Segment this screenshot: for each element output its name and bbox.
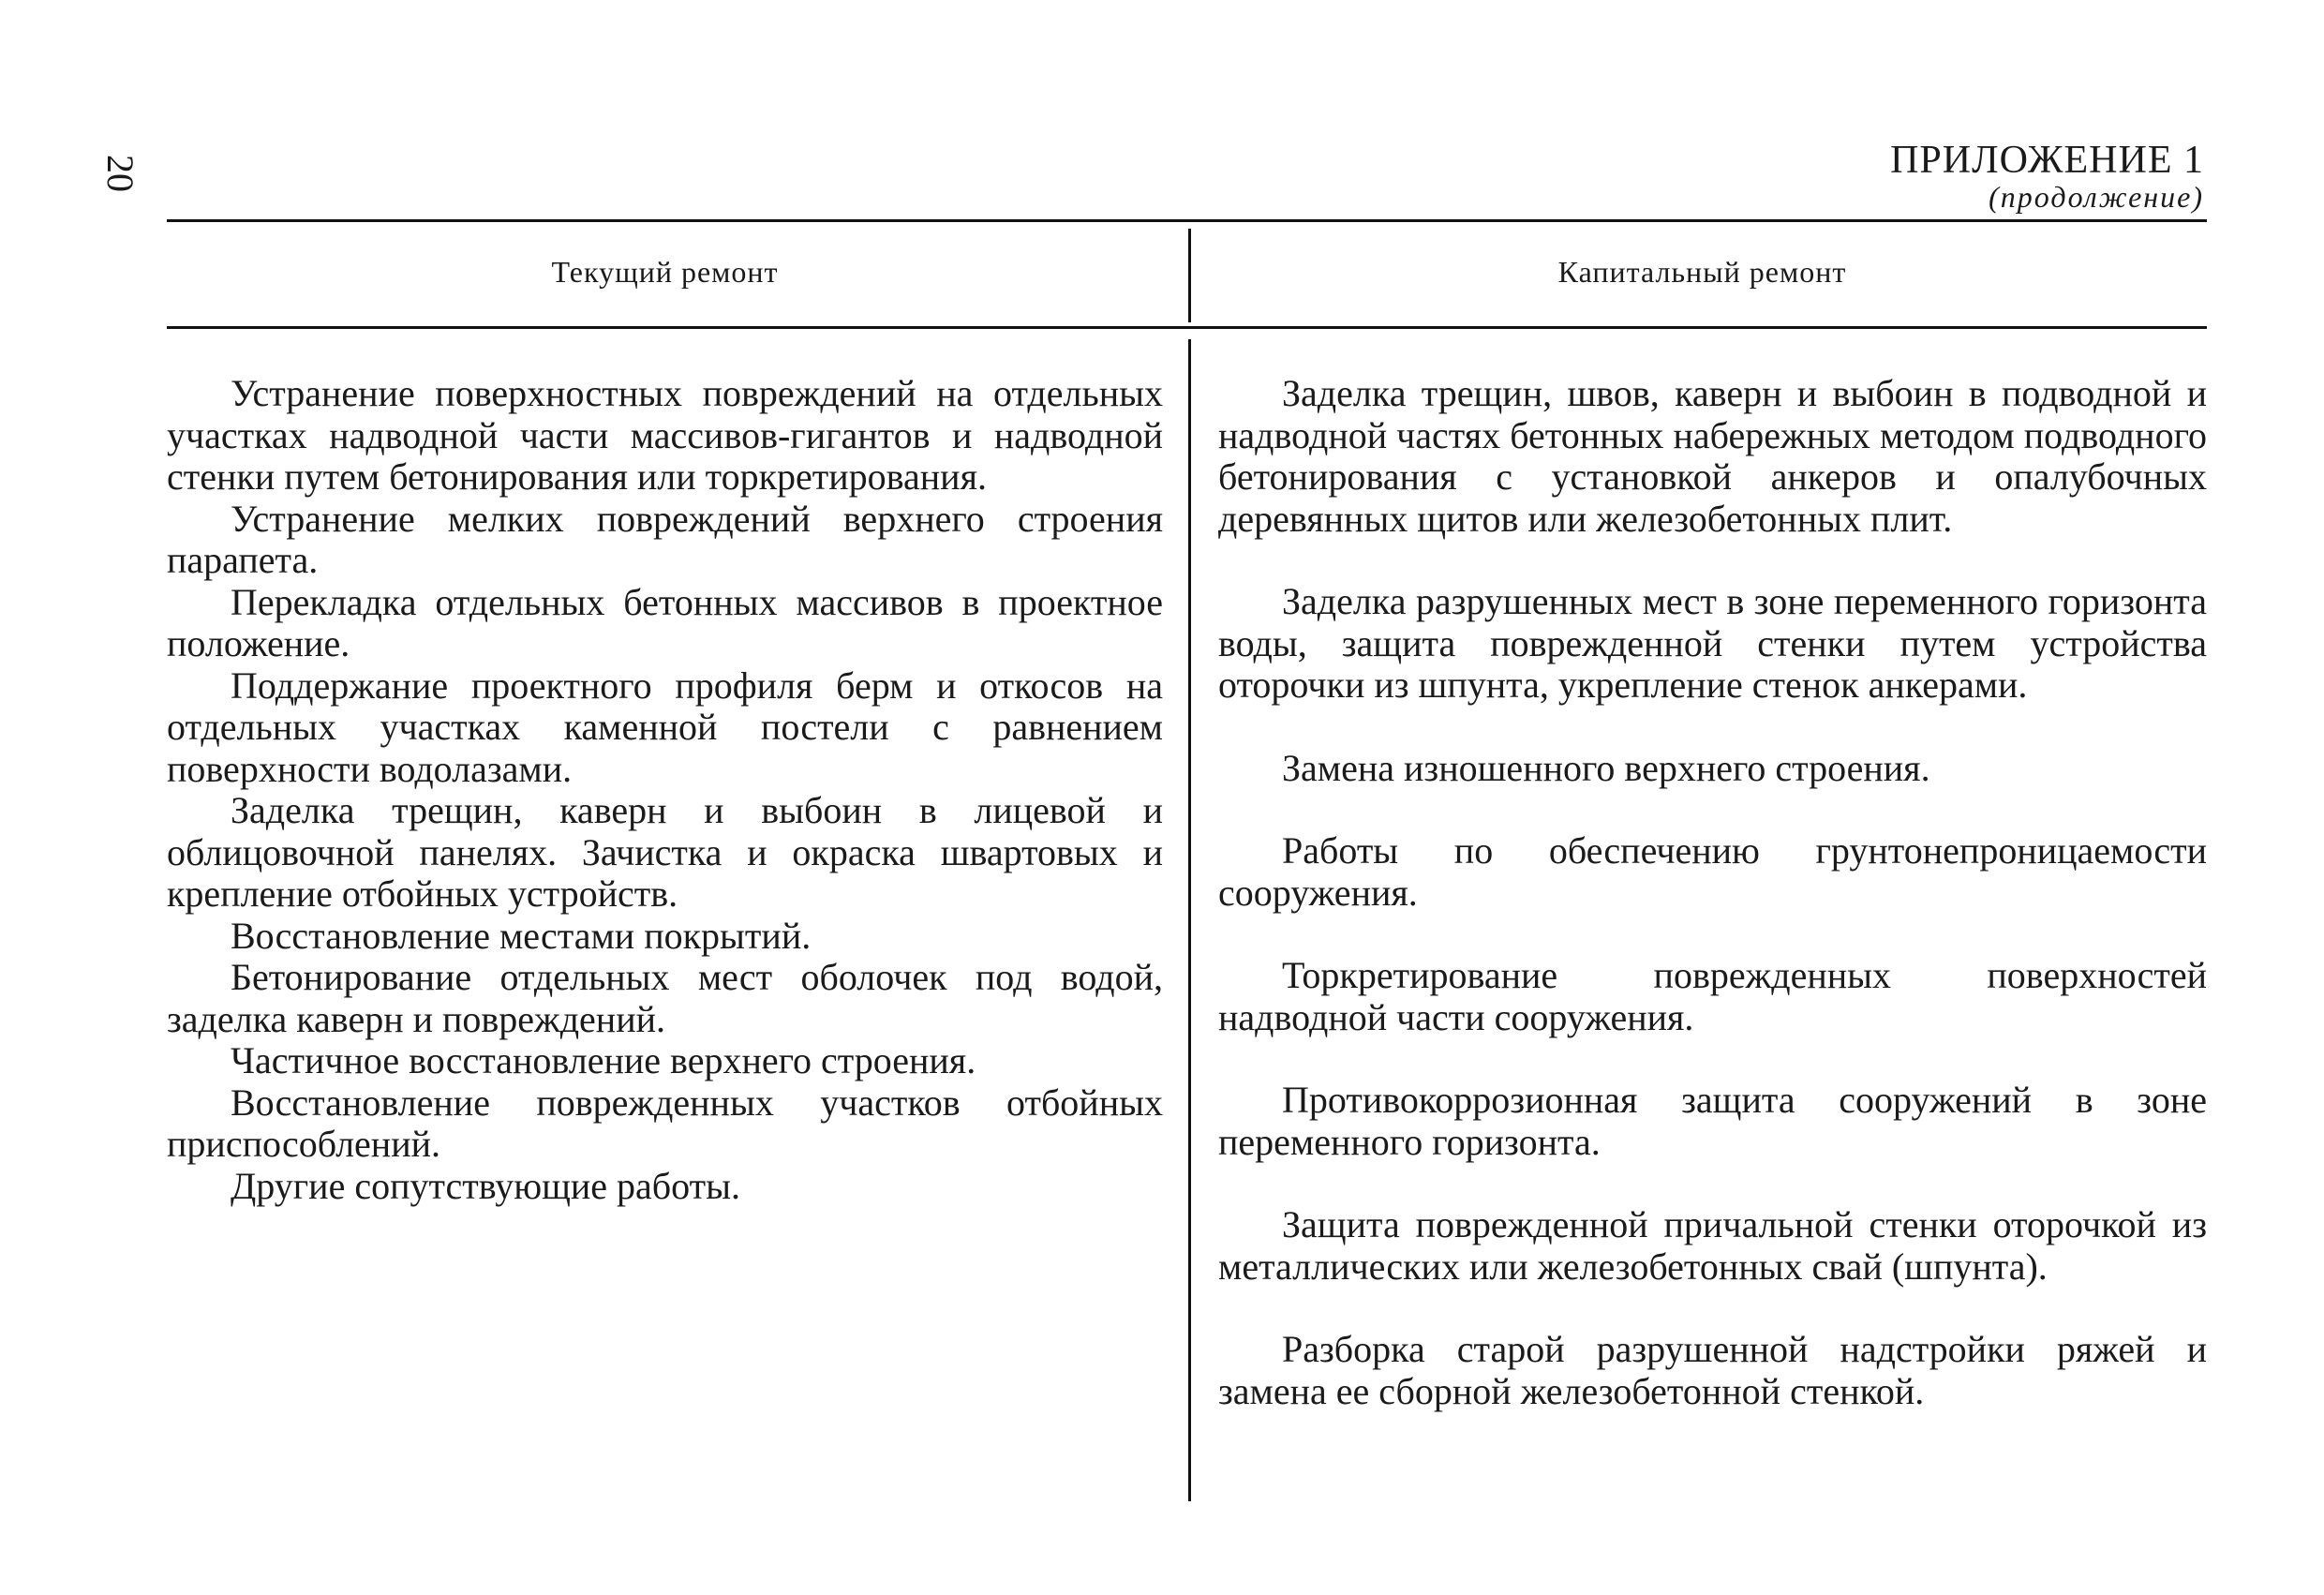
current-repair-item: Заделка трещин, каверн и выбоин в лицевой и облицовочной панелях. Зачистка и окраска швартовых и крепление отбойных устройств. (167, 789, 1163, 915)
capital-repair-item: Замена изношенного верхнего строения. (1282, 746, 1930, 789)
header-current-repair: Текущий ремонт (551, 255, 779, 289)
capital-repair-item: Работы по обеспечению грунтонепроницаемости сооружения. (1218, 829, 2207, 914)
page-number: 20 (99, 155, 142, 192)
capital-repair-item: Заделка разрушенных мест в зоне переменного горизонта воды, защита поврежденной стенки путем устройства оторочки из шпунта, укрепление стенок анкерами. (1218, 580, 2207, 706)
capital-repair-item: Торкретирование поврежденных поверхностей надводной части сооружения. (1218, 954, 2207, 1038)
current-repair-item: Другие сопутствующие работы. (231, 1164, 740, 1207)
appendix-heading (1890, 139, 2204, 215)
current-repair-item: Восстановление поврежденных участков отбойных приспособлений. (167, 1081, 1163, 1165)
capital-repair-item: Заделка трещин, швов, каверн и выбоин в подводной и надводной частях бетонных набережных методом подводного бетонирования с установкой анкеров и опалубочных деревянных щитов или железобетонных плит. (1218, 372, 2207, 540)
body-column-divider (1188, 339, 1191, 1501)
current-repair-column (167, 373, 1163, 1207)
capital-repair-item: Противокоррозионная защита сооружений в зоне переменного горизонта. (1218, 1079, 2207, 1163)
capital-repair-item: Разборка старой разрушенной надстройки ряжей и замена ее сборной железобетонной стенкой. (1218, 1328, 2207, 1412)
appendix-subtitle: (продолжение) (1989, 180, 2204, 215)
capital-repair-item: Защита поврежденной причальной стенки оторочкой из металлических или железобетонных свай (шпунта). (1218, 1203, 2207, 1288)
current-repair-item: Устранение мелких повреждений верхнего строения парапета. (167, 497, 1163, 581)
header-column-divider (1188, 229, 1191, 322)
capital-repair-column (1218, 373, 2207, 1412)
table-header-rule (167, 326, 2207, 329)
current-repair-item: Частичное восстановление верхнего строения. (231, 1039, 976, 1081)
appendix-title: ПРИЛОЖЕНИЕ 1 (1890, 139, 2204, 182)
current-repair-item: Устранение поверхностных повреждений на отдельных участках надводной части массивов-гигантов и надводной стенки путем бетонирования или торкретирования. (167, 372, 1163, 498)
table-top-rule (167, 219, 2207, 222)
current-repair-item: Поддержание проектного профиля берм и откосов на отдельных участках каменной постели с равнением поверхности водолазами. (167, 663, 1163, 790)
current-repair-item: Бетонирование отдельных мест оболочек под водой, заделка каверн и повреждений. (167, 956, 1163, 1040)
header-capital-repair: Капитальный ремонт (1557, 255, 1847, 289)
current-repair-item: Перекладка отдельных бетонных массивов в проектное положение. (167, 580, 1163, 664)
current-repair-item: Восстановление местами покрытий. (231, 914, 812, 957)
